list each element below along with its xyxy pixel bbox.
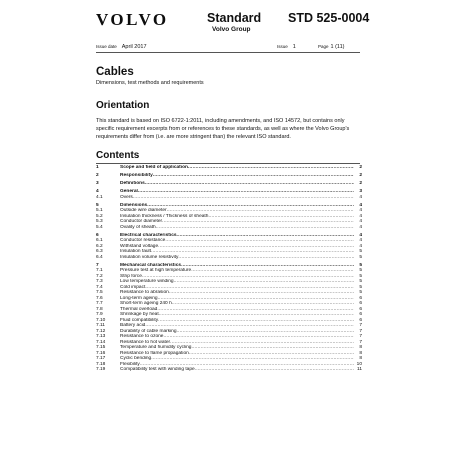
toc-entry-title: Fluid compatibility ..... [120,318,354,324]
toc-entry-number: 7.4 [96,284,103,290]
group-name: Volvo Group [212,26,251,33]
toc-entry[interactable] [96,367,362,373]
toc-entry-page: 5 [359,254,362,260]
toc-entry-title: Shrinkage by heat ..... [120,312,354,318]
toc-entry-page: 8 [359,345,362,350]
toc-entry-title: Electrical characteristics ..... [120,233,354,239]
page-field [318,44,344,50]
toc-entry-title: Durability of cable marking ..... [120,329,354,335]
toc-entry-page: 3 [359,189,362,194]
toc-entry-number: 7.12 [96,328,106,334]
toc-entry-number: 7.9 [96,312,103,317]
toc-entry-title: Insulation thickness / Thickness of sheath ..... [120,214,354,220]
toc-entry-title: Definitions ..... [120,181,354,187]
issue-date-label: Issue date [96,44,117,49]
contents-heading: Contents [96,150,140,161]
toc-entry-page: 6 [359,301,362,306]
toc-entry-page: 4 [359,202,362,208]
toc-entry-page: 4 [359,194,362,200]
toc-entry-title: Battery acid ..... [120,323,354,329]
toc-entry-number: 7.16 [96,350,106,356]
toc-entry-title: Low temperature winding ..... [120,279,354,285]
toc-entry-title: Resistance to flame propagation ..... [120,351,354,357]
toc-entry[interactable] [96,173,362,179]
toc-entry-page: 2 [359,165,362,170]
toc-entry-number: 4 [96,189,99,194]
toc-entry-number: 5 [96,202,99,208]
toc-entry-number: 7 [96,262,99,268]
toc-entry-number: 1 [96,165,99,170]
toc-entry-number: 7.6 [96,295,103,301]
toc-entry-title: Outside wire diameter ..... [120,208,354,214]
issue-field [277,44,296,50]
toc-entry-title: Responsibility ..... [120,173,354,179]
toc-entry-page: 4 [359,224,362,230]
toc-entry-number: 6.3 [96,249,103,254]
toc-entry[interactable] [96,225,362,231]
contents-rule [96,163,360,164]
toc-entry-page: 6 [359,295,362,301]
toc-entry-page: 5 [359,262,362,268]
toc-entry-page: 10 [356,361,362,367]
toc-entry-page: 6 [359,312,362,317]
toc-entry-title: Mechanical characteristics ..... [120,263,354,269]
toc-entry-number: 6.1 [96,238,103,243]
issue-date-field [96,44,147,50]
toc-entry-number: 7.1 [96,268,103,273]
toc-entry-title: Conductor resistance ..... [120,238,354,244]
toc-entry-title: Short-term ageing 240 h ..... [120,301,354,307]
toc-entry-title: Ovality of sheath ..... [120,225,354,231]
table-of-contents [96,165,362,373]
volvo-logo: VOLVO [96,10,169,29]
toc-entry-title: Conductor diameter ..... [120,219,354,225]
toc-entry-title: Thermal overload ..... [120,307,354,313]
toc-entry-number: 7.13 [96,334,106,339]
toc-entry-title: Pressure test at high temperature ..... [120,268,354,274]
header-rule [96,52,360,53]
issue-label: Issue [277,44,288,49]
toc-entry-page: 11 [357,367,362,372]
toc-entry-page: 4 [359,238,362,243]
toc-entry-number: 5.2 [96,213,103,219]
toc-entry[interactable] [96,255,362,261]
toc-entry-title: Cold impact ..... [120,285,354,291]
toc-entry-page: 6 [359,317,362,323]
toc-entry-number: 6.2 [96,243,103,249]
page-value: 1 (11) [330,44,345,50]
toc-entry-title: Strip force ..... [120,274,354,280]
toc-entry-number: 2 [96,173,99,178]
toc-entry-title: Resistance to abrasion ..... [120,290,354,296]
toc-entry-page: 4 [359,243,362,249]
toc-entry-title: Long-term ageing ..... [120,296,354,302]
toc-entry-title: Insulation volume resistivity ..... [120,255,354,261]
toc-entry-page: 5 [359,249,362,254]
toc-entry-page: 4 [359,208,362,213]
toc-entry-page: 4 [359,219,362,224]
toc-entry-number: 3 [96,181,99,186]
toc-entry-page: 2 [359,181,362,186]
toc-entry-title: Cyclic bending ..... [120,356,354,362]
toc-entry-number: 7.2 [96,273,103,279]
toc-entry-title: Flexibility ..... [120,362,354,368]
toc-entry-page: 7 [359,339,362,345]
toc-entry-number: 5.4 [96,224,103,230]
toc-entry[interactable] [96,195,362,201]
toc-entry[interactable] [96,181,362,187]
toc-entry-page: 8 [359,350,362,356]
orientation-heading: Orientation [96,100,150,111]
toc-entry-title: Overs ..... [120,195,354,201]
issue-value: 1 [292,44,296,50]
toc-entry-page: 7 [359,334,362,339]
toc-entry-page: 5 [359,268,362,273]
toc-entry-title: Withstand voltage ..... [120,244,354,250]
toc-entry-page: 4 [359,232,362,238]
toc-entry-number: 6.4 [96,254,103,260]
toc-entry-number: 5.1 [96,208,103,213]
toc-entry-number: 5.3 [96,219,103,224]
toc-entry-page: 5 [359,279,362,284]
toc-entry-page: 7 [359,323,362,328]
page-label: Page [318,44,329,49]
toc-entry-number: 7.8 [96,306,103,312]
toc-entry-title: Resistance to ozone ..... [120,334,354,340]
toc-entry-page: 6 [359,306,362,312]
toc-entry-page: 2 [359,173,362,178]
toc-entry-number: 7.15 [96,345,106,350]
toc-entry-number: 6 [96,232,99,238]
toc-entry-page: 7 [359,328,362,334]
toc-entry-number: 7.17 [96,356,106,361]
toc-entry-page: 5 [359,290,362,295]
toc-entry-number: 7.14 [96,339,106,345]
document-subtitle: Dimensions, test methods and requirements [96,80,204,86]
toc-entry-title: Compatibility test with winding tape ..... [120,367,354,373]
toc-entry-title: Scope and field of application ..... [120,165,354,171]
toc-entry-page: 4 [359,213,362,219]
toc-entry-number: 7.5 [96,290,103,295]
toc-entry-number: 7.18 [96,361,106,367]
issue-date-value: April 2017 [121,44,147,50]
toc-entry-title: Resistance to hot water ..... [120,340,354,346]
toc-entry-title: Dimensions ..... [120,203,354,209]
toc-entry-title: Temperature and humidity cycling ..... [120,345,354,351]
toc-entry-number: 7.19 [96,367,106,372]
document-title: Cables [96,66,134,78]
doc-type: Standard [207,11,262,25]
orientation-text: This standard is based on ISO 6722-1:2011, including amendments, and ISO 14572, but contains only specific requirement excerpts from or references to these standards, as well as where the Volvo Group's requirements differ from (i.e. are more stringent than) the relevant ISO standard. [96,118,350,140]
toc-entry-number: 4.1 [96,194,103,200]
standard-number: STD 525-0004 [288,11,370,25]
toc-entry-number: 7.3 [96,279,103,284]
toc-entry-page: 5 [359,284,362,290]
toc-entry-page: 8 [359,356,362,361]
toc-entry-page: 5 [359,273,362,279]
toc-entry[interactable] [96,165,362,171]
toc-entry-title: General ..... [120,189,354,195]
toc-entry-number: 7.11 [96,323,105,328]
toc-entry-number: 7.10 [96,317,106,323]
toc-entry-number: 7.7 [96,301,103,306]
toc-entry-title: Insulation fault ..... [120,249,354,255]
